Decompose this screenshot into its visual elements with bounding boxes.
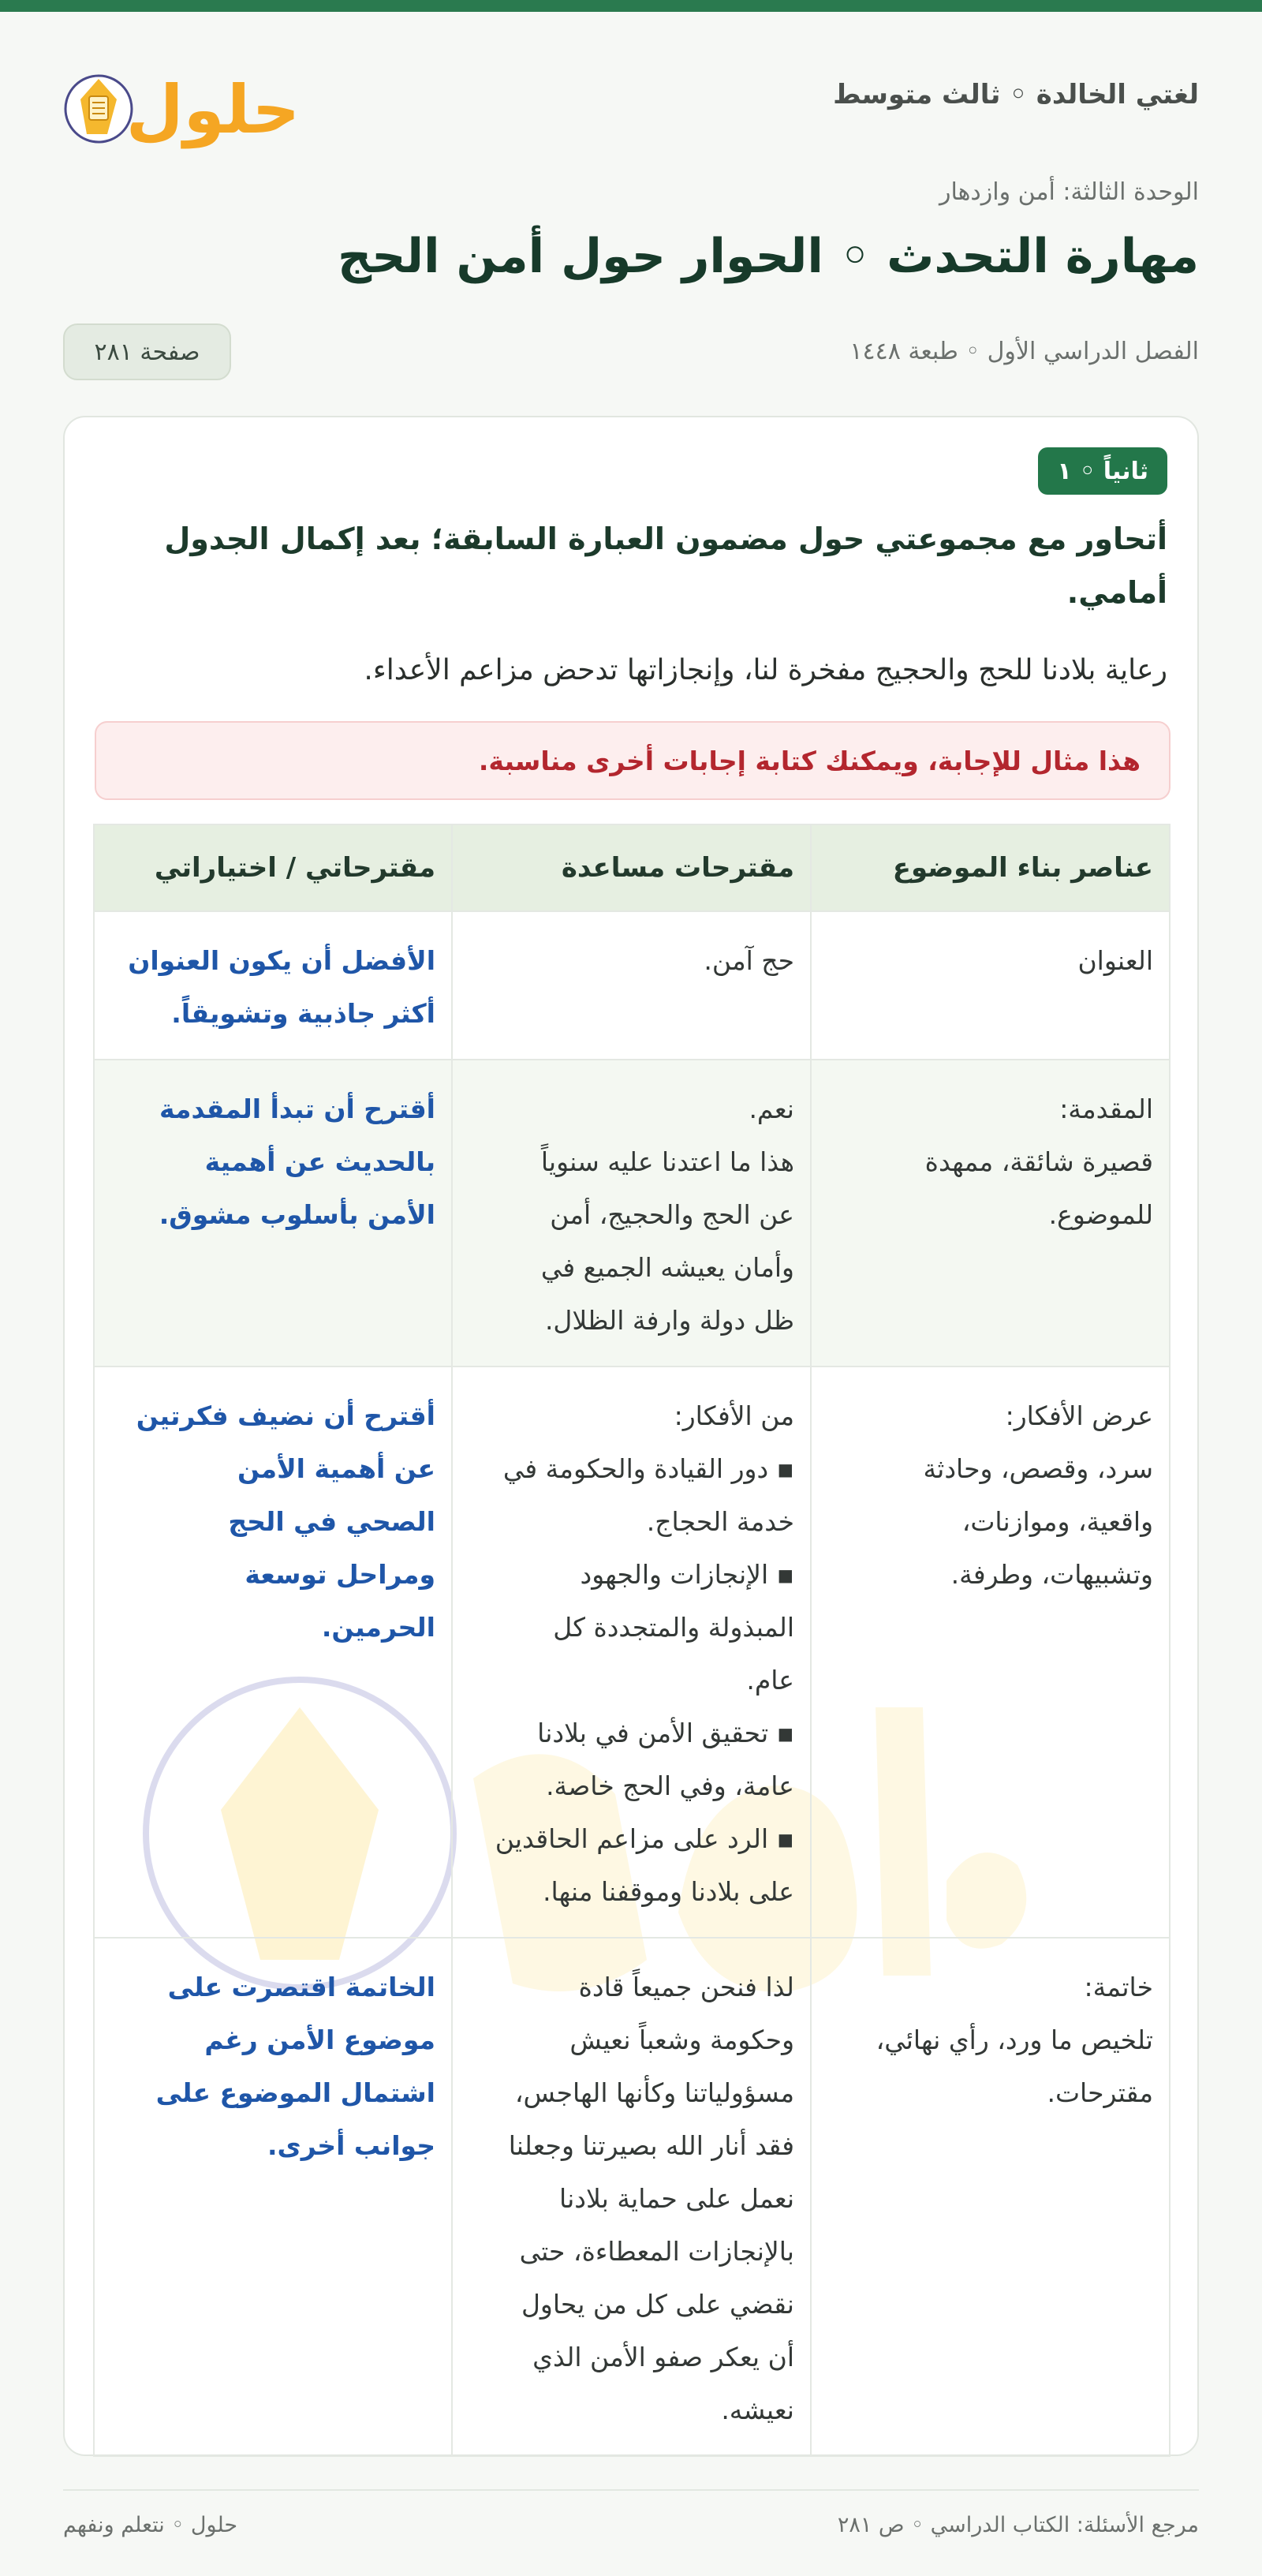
- answer-note: هذا مثال للإجابة، ويمكنك كتابة إجابات أخرى مناسبة.: [95, 721, 1171, 800]
- cell-line: الحرمين.: [321, 1612, 435, 1643]
- cell-line: فقد أنار الله بصيرتنا وجعلنا: [508, 2130, 794, 2161]
- cell-line: خاتمة:: [1084, 1972, 1153, 2002]
- cell-line: العنوان: [1077, 945, 1153, 976]
- cell-line: اشتمال الموضوع على: [155, 2077, 435, 2108]
- cell-line: الخاتمة اقتصرت على: [167, 1972, 435, 2002]
- footer-divider: [63, 2489, 1199, 2491]
- cell-element: [811, 1060, 1170, 1367]
- cell-line: أكثر جاذبية وتشويقاً.: [171, 998, 435, 1029]
- cell-line: نعمل على حماية بلادنا: [559, 2183, 794, 2214]
- page-header: [63, 47, 1199, 158]
- book-logo-icon: [63, 55, 300, 150]
- cell-line: من الأفكار:: [674, 1400, 794, 1431]
- cell-line: عام.: [746, 1665, 794, 1696]
- cell-line: المقدمة:: [1059, 1094, 1153, 1124]
- cell-line: وأمان يعيشه الجميع في: [540, 1252, 794, 1283]
- page-title: مهارة التحدث ◦ الحوار حول أمن الحج: [338, 229, 1199, 284]
- cell-line: عن أهمية الأمن: [237, 1453, 435, 1484]
- cell-line: نعم.: [749, 1094, 794, 1124]
- cell-line: مسؤولياتنا وكأنها الهاجس،: [514, 2077, 794, 2108]
- cell-line: وحكومة وشعباً نعيش: [569, 2025, 794, 2055]
- cell-line: لذا فنحن جميعاً قادة: [578, 1972, 794, 2002]
- semester-label: الفصل الدراسي الأول ◦ طبعة ١٤٤٨: [849, 338, 1199, 365]
- brand-logo[interactable]: [63, 55, 300, 150]
- footer-reference: مرجع الأسئلة: الكتاب الدراسي ◦ ص ٢٨١: [837, 2513, 1199, 2537]
- question-number-badge: ثانياً ◦ ١: [1038, 447, 1167, 495]
- cell-line: هذا ما اعتدنا عليه سنوياً: [540, 1146, 794, 1177]
- unit-subtitle: الوحدة الثالثة: أمن وازدهار: [939, 178, 1199, 206]
- table-row: [94, 911, 1170, 1060]
- cell-line: المبذولة والمتجددة كل: [553, 1612, 794, 1643]
- cell-line: ظل دولة وارفة الظلال.: [544, 1305, 794, 1336]
- cell-mine: [94, 1938, 452, 2456]
- question-statement: رعاية بلادنا للحج والحجيج مفخرة لنا، وإنجازاتها تدحض مزاعم الأعداء.: [364, 654, 1167, 686]
- cell-line: عامة، وفي الحج خاصة.: [546, 1770, 794, 1801]
- cell-line: موضوع الأمن رغم: [204, 2025, 435, 2055]
- header-mine: مقترحاتي / اختياراتي: [94, 824, 452, 911]
- logo-text: حلول: [125, 71, 300, 148]
- cell-line: للموضوع.: [1048, 1199, 1153, 1230]
- cell-line: خدمة الحجاج.: [646, 1506, 794, 1537]
- answer-table: [93, 824, 1171, 2457]
- cell-line: سرد، وقصص، وحادثة: [923, 1453, 1153, 1484]
- cell-helper: [452, 1938, 811, 2456]
- cell-line: أقترح أن نضيف فكرتين: [136, 1400, 435, 1431]
- cell-line: نعيشه.: [721, 2395, 794, 2425]
- answer-table-wrapper: [95, 824, 1171, 2431]
- top-accent-bar: [0, 0, 1262, 12]
- cell-line: ▪ دور القيادة والحكومة في: [502, 1453, 794, 1484]
- cell-line: وتشبيهات، وطرفة.: [950, 1559, 1153, 1590]
- cell-line: الأفضل أن يكون العنوان: [128, 945, 435, 976]
- cell-line: أقترح أن تبدأ المقدمة: [159, 1094, 435, 1124]
- cell-line: بالحديث عن أهمية: [204, 1146, 435, 1177]
- page-number-badge: صفحة ٢٨١: [63, 323, 231, 380]
- question-card: [63, 416, 1199, 2456]
- cell-line: ومراحل توسعة: [245, 1559, 435, 1590]
- cell-helper: [452, 1060, 811, 1367]
- cell-line: ▪ تحقيق الأمن في بلادنا: [537, 1718, 794, 1748]
- cell-mine: [94, 1367, 452, 1938]
- cell-element: [811, 1938, 1170, 2456]
- table-row: [94, 1938, 1170, 2456]
- cell-line: مقترحات.: [1047, 2077, 1153, 2108]
- cell-line: عرض الأفكار:: [1005, 1400, 1153, 1431]
- cell-line: عن الحج والحجيج، أمن: [550, 1199, 794, 1230]
- cell-line: قصيرة شائقة، ممهدة: [924, 1146, 1153, 1177]
- cell-element: [811, 911, 1170, 1060]
- header-elements: عناصر بناء الموضوع: [811, 824, 1170, 911]
- cell-line: بالإنجازات المعطاءة، حتى: [519, 2236, 794, 2267]
- book-title: لغتي الخالدة ◦ ثالث متوسط: [833, 79, 1199, 110]
- cell-line: ▪ الرد على مزاعم الحاقدين: [495, 1823, 794, 1854]
- header-helpers: مقترحات مساعدة: [452, 824, 811, 911]
- table-header-row: [94, 824, 1170, 911]
- table-row: [94, 1060, 1170, 1367]
- cell-helper: [452, 1367, 811, 1938]
- cell-mine: [94, 1060, 452, 1367]
- cell-line: على بلادنا وموقفنا منها.: [543, 1876, 794, 1907]
- cell-line: نقضي على كل من يحاول: [521, 2289, 794, 2320]
- cell-line: حج آمن.: [704, 945, 794, 976]
- footer-tagline: حلول ◦ نتعلم ونفهم: [63, 2513, 238, 2537]
- cell-helper: [452, 911, 811, 1060]
- cell-mine: [94, 911, 452, 1060]
- cell-line: واقعية، وموازنات،: [961, 1506, 1153, 1537]
- cell-line: الأمن بأسلوب مشوق.: [159, 1199, 435, 1230]
- cell-line: جوانب أخرى.: [267, 2130, 435, 2161]
- table-row: [94, 1367, 1170, 1938]
- cell-line: أن يعكر صفو الأمن الذي: [532, 2342, 794, 2372]
- question-instruction: أتحاور مع مجموعتي حول مضمون العبارة السابقة؛ بعد إكمال الجدول أمامي.: [164, 522, 1167, 610]
- cell-element: [811, 1367, 1170, 1938]
- cell-line: الصحي في الحج: [228, 1506, 435, 1537]
- cell-line: ▪ الإنجازات والجهود: [580, 1559, 794, 1590]
- cell-line: تلخيص ما ورد، رأي نهائي،: [876, 2025, 1153, 2055]
